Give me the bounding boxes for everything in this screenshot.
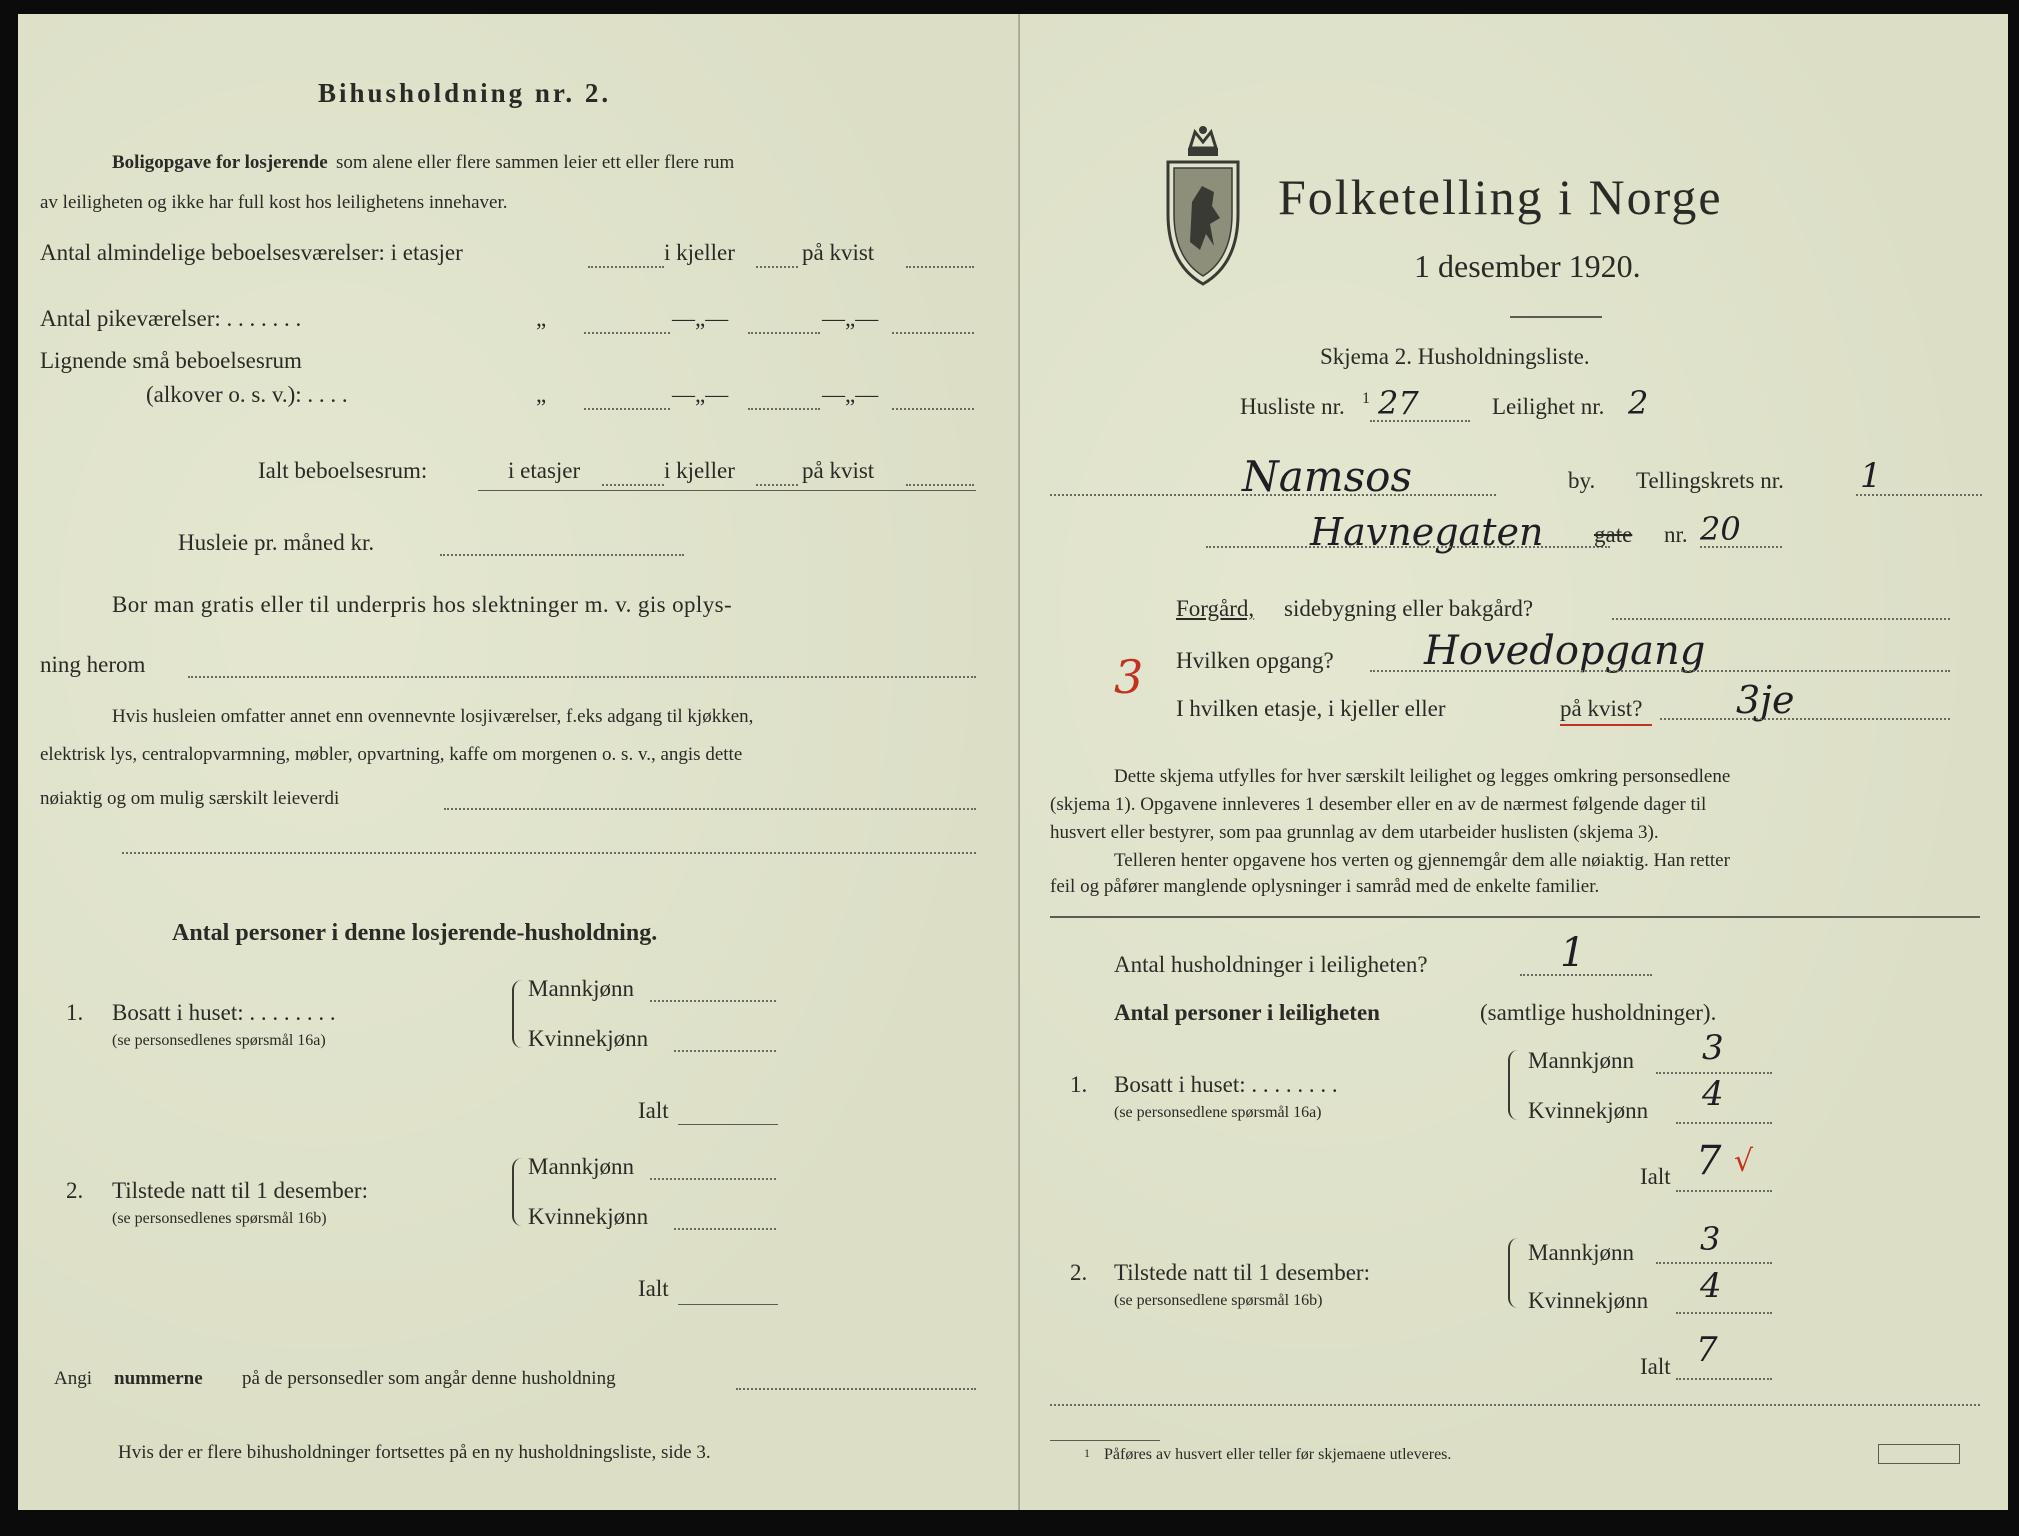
right-tilstede-sub: (se personsedlene spørsmål 16b) [1114, 1292, 1323, 1309]
left-bosatt-mann-field[interactable] [650, 1000, 776, 1002]
angi-bold: nummerne [114, 1368, 203, 1389]
krets-field[interactable] [1856, 494, 1982, 496]
angi-field[interactable] [736, 1388, 976, 1390]
leilighet-value: 2 [1628, 384, 1649, 422]
right-bosatt-kvinne-label: Kvinnekjønn [1528, 1098, 1649, 1123]
pike-kvist-field[interactable] [892, 332, 974, 334]
printer-stamp [1878, 1444, 1960, 1464]
ialt-etasjer-field[interactable] [602, 484, 664, 486]
street-field[interactable] [1206, 546, 1610, 548]
right-tilstede-kvinne-value: 4 [1700, 1266, 1722, 1306]
rooms-etasjer-field[interactable] [588, 266, 664, 268]
hush-label: Antal husholdninger i leiligheten? [1114, 952, 1428, 977]
forgard-label: Forgård, [1176, 596, 1255, 621]
husliste-value: 27 [1378, 384, 1419, 422]
hush-field[interactable] [1520, 974, 1652, 976]
hush-value: 1 [1560, 930, 1586, 976]
rooms-kvist-label: på kvist [802, 240, 875, 265]
info-line-1: Dette skjema utfylles for hver særskilt leilighet og legges omkring personsedlene [1114, 766, 1731, 787]
right-tilstede-kvinne-label: Kvinnekjønn [1528, 1288, 1649, 1313]
left-bosatt-sub: (se personsedlenes spørsmål 16a) [112, 1032, 326, 1049]
leieverdi-field-2[interactable] [122, 852, 976, 854]
left-tilstede-label: Tilstede natt til 1 desember: [112, 1178, 368, 1203]
lign-label-2: (alkover o. s. v.): . . . . [146, 382, 348, 407]
side-label: sidebygning eller bakgård? [1284, 596, 1534, 621]
city-field[interactable] [1050, 494, 1496, 496]
pike-ditto: „ [536, 306, 547, 331]
schema-label: Skjema 2. Husholdningsliste. [1320, 344, 1590, 369]
rooms-kvist-field[interactable] [906, 266, 974, 268]
right-persons-bold: Antal personer i leiligheten [1114, 1000, 1380, 1025]
left-tilstede-ialt-field[interactable] [678, 1304, 778, 1305]
krets-label: Tellingskrets nr. [1636, 468, 1784, 493]
intro-bold: Boligopgave for losjerende [112, 152, 328, 173]
lign-ditto-3: —„— [822, 382, 879, 407]
pike-ditto-2: —„— [672, 306, 729, 331]
lign-ditto-2: —„— [672, 382, 729, 407]
pa-kvist-label: på kvist? [1560, 696, 1643, 721]
rooms-label: Antal almindelige beboelsesværelser: i etasjer [40, 240, 463, 265]
lign-kjeller-field[interactable] [748, 408, 820, 410]
gatenr-value: 20 [1700, 510, 1741, 548]
pike-kjeller-field[interactable] [748, 332, 820, 334]
ialt-kvist-label: på kvist [802, 458, 875, 483]
bor-line-2: ning herom [40, 652, 146, 677]
right-bosatt-kvinne-field[interactable] [1676, 1122, 1772, 1124]
pa-kvist-red-underline [1560, 724, 1652, 726]
footnote-text: Påføres av husvert eller teller før skjemaene utleveres. [1104, 1446, 1452, 1463]
leilighet-label: Leilighet nr. [1492, 394, 1605, 419]
left-tilstede-kvinne-field[interactable] [674, 1228, 776, 1230]
date-rule [1510, 316, 1602, 318]
left-bosatt-ialt-field[interactable] [678, 1124, 778, 1125]
left-tilstede-num: 2. [66, 1178, 84, 1203]
etasje-field[interactable] [1660, 718, 1950, 720]
right-tilstede-mann-label: Mannkjønn [1528, 1240, 1635, 1265]
footnote-rule [1050, 1440, 1160, 1441]
right-bosatt-mann-label: Mannkjønn [1528, 1048, 1635, 1073]
hvis-line-1: Hvis husleien omfatter annet enn ovennevnte losjiværelser, f.eks adgang til kjøkken, [112, 706, 754, 727]
left-bosatt-label: Bosatt i huset: . . . . . . . . [112, 1000, 336, 1025]
lign-kvist-field[interactable] [892, 408, 974, 410]
right-tilstede-ialt-value: 7 [1696, 1330, 1718, 1370]
left-bosatt-mann-label: Mannkjønn [528, 976, 635, 1001]
lign-ditto: „ [536, 382, 547, 407]
margin-red-value: 3 [1114, 650, 1144, 704]
hvis-line-3: nøiaktig og om mulig særskilt leieverdi [40, 788, 340, 809]
left-tilstede-mann-field[interactable] [650, 1178, 776, 1180]
city-value: Namsos [1242, 452, 1413, 501]
right-bosatt-ialt-label: Ialt [1640, 1164, 1671, 1189]
gatenr-label: nr. [1664, 522, 1688, 547]
intro-line2: av leiligheten og ikke har full kost hos leilighetens innehaver. [40, 192, 508, 213]
left-bosatt-ialt-label: Ialt [638, 1098, 669, 1123]
right-tilstede-ialt-field[interactable] [1676, 1378, 1772, 1380]
opgang-value: Hovedopgang [1424, 628, 1706, 674]
gate-label: gate [1594, 522, 1633, 547]
ialt-kjeller-field[interactable] [756, 484, 798, 486]
right-tilstede-kvinne-field[interactable] [1676, 1312, 1772, 1314]
etasje-label: I hvilken etasje, i kjeller eller [1176, 696, 1446, 721]
right-bosatt-ialt-value: 7 [1696, 1138, 1722, 1184]
rooms-kjeller-label: i kjeller [664, 240, 735, 265]
pike-etasjer-field[interactable] [584, 332, 670, 334]
bor-field[interactable] [188, 676, 976, 678]
husliste-field[interactable] [1370, 420, 1470, 422]
left-bosatt-kvinne-field[interactable] [674, 1050, 776, 1052]
street-value: Havnegaten [1310, 510, 1544, 554]
left-tilstede-sub: (se personsedlenes spørsmål 16b) [112, 1210, 327, 1227]
bakgard-field[interactable] [1612, 618, 1950, 620]
angi-rest: på de personsedler som angår denne husholdning [242, 1368, 616, 1389]
ialt-etasjer-label: i etasjer [508, 458, 581, 483]
census-date: 1 desember 1920. [1414, 248, 1641, 284]
husleie-label: Husleie pr. måned kr. [178, 530, 375, 555]
left-tilstede-brace [512, 1158, 524, 1226]
left-footer: Hvis der er flere bihusholdninger fortsettes på en ny husholdningsliste, side 3. [118, 1442, 711, 1463]
right-tilstede-ialt-label: Ialt [1640, 1354, 1671, 1379]
bor-line-1: Bor man gratis eller til underpris hos slektninger m. v. gis oplys- [112, 592, 733, 617]
info-line-5: feil og påfører manglende oplysninger i samråd med de enkelte familier. [1050, 876, 1600, 897]
right-tilstede-label: Tilstede natt til 1 desember: [1114, 1260, 1370, 1285]
right-bosatt-label: Bosatt i huset: . . . . . . . . [1114, 1072, 1338, 1097]
right-tilstede-num: 2. [1070, 1260, 1088, 1285]
angi-pre: Angi [54, 1368, 92, 1389]
left-page [18, 14, 1022, 1510]
ialt-rooms-label: Ialt beboelsesrum: [258, 458, 428, 483]
info-line-2: (skjema 1). Opgavene innleveres 1 desember eller en av de nærmest følgende dager til [1050, 794, 1707, 815]
left-tilstede-ialt-label: Ialt [638, 1276, 669, 1301]
right-bosatt-ialt-field[interactable] [1676, 1190, 1772, 1192]
by-label: by. [1568, 468, 1596, 493]
krets-value: 1 [1860, 456, 1882, 496]
lign-etasjer-field[interactable] [584, 408, 670, 410]
husliste-label: Husliste nr. [1240, 394, 1345, 419]
hvis-line-2: elektrisk lys, centralopvarmning, møbler, opvartning, kaffe om morgenen o. s. v., angis dette [40, 744, 743, 765]
bihusholdning-title: Bihusholdning nr. 2. [318, 78, 612, 108]
right-bosatt-kvinne-value: 4 [1702, 1074, 1724, 1114]
right-tilstede-brace [1508, 1238, 1520, 1308]
etasje-value: 3je [1736, 678, 1795, 722]
ialt-rooms-rule [478, 490, 976, 491]
coat-of-arms-icon [1162, 122, 1244, 286]
husliste-footnote-mark: 1 [1362, 390, 1370, 407]
left-bosatt-brace [512, 980, 524, 1048]
opgang-label: Hvilken opgang? [1176, 648, 1334, 673]
lign-label-1: Lignende små beboelsesrum [40, 348, 302, 373]
section-divider [1050, 916, 1980, 918]
husleie-field[interactable] [440, 554, 684, 556]
left-persons-heading: Antal personer i denne losjerende-husholdning. [172, 920, 658, 946]
ialt-kjeller-label: i kjeller [664, 458, 735, 483]
right-bosatt-sub: (se personsedlene spørsmål 16a) [1114, 1104, 1322, 1121]
rooms-kjeller-field[interactable] [756, 266, 798, 268]
gatenr-field[interactable] [1700, 546, 1782, 548]
leieverdi-field[interactable] [444, 808, 976, 810]
pike-ditto-3: —„— [822, 306, 879, 331]
census-title: Folketelling i Norge [1278, 169, 1723, 225]
red-check-icon: √ [1734, 1144, 1754, 1179]
footnote-number: 1 [1084, 1446, 1090, 1460]
left-tilstede-mann-label: Mannkjønn [528, 1154, 635, 1179]
left-tilstede-kvinne-label: Kvinnekjønn [528, 1204, 649, 1229]
left-bosatt-num: 1. [66, 1000, 84, 1025]
right-page [1020, 14, 2008, 1510]
right-bosatt-num: 1. [1070, 1072, 1088, 1097]
bottom-dotted-rule [1050, 1404, 1980, 1406]
info-line-4: Telleren henter opgavene hos verten og gjennemgår dem alle nøiaktig. Han retter [1114, 850, 1730, 871]
opgang-field[interactable] [1370, 670, 1950, 672]
right-persons-rest: (samtlige husholdninger). [1480, 1000, 1717, 1025]
right-bosatt-mann-value: 3 [1702, 1028, 1724, 1068]
pike-label: Antal pikeværelser: . . . . . . . [40, 306, 302, 331]
right-tilstede-mann-value: 3 [1700, 1220, 1721, 1258]
info-line-3: husvert eller bestyrer, som paa grunnlag av dem utarbeider huslisten (skjema 3). [1050, 822, 1659, 843]
intro-rest: som alene eller flere sammen leier ett eller flere rum [336, 152, 735, 173]
ialt-kvist-field[interactable] [906, 484, 974, 486]
left-bosatt-kvinne-label: Kvinnekjønn [528, 1026, 649, 1051]
right-bosatt-brace [1508, 1050, 1520, 1120]
right-tilstede-mann-field[interactable] [1656, 1262, 1772, 1264]
